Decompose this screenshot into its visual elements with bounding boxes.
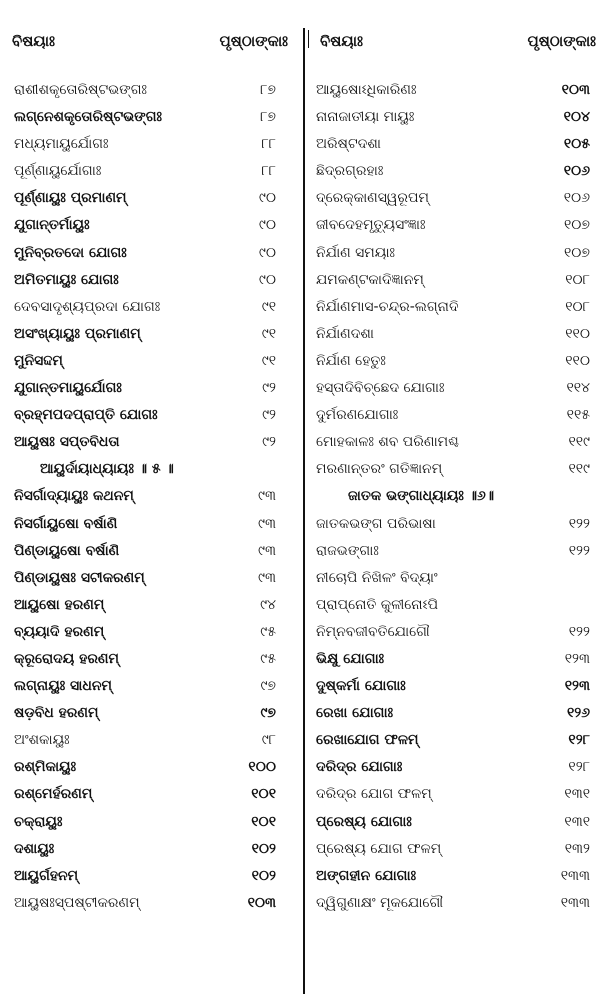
contents-row bbox=[0, 349, 300, 376]
contents-row bbox=[308, 647, 600, 674]
contents-row bbox=[308, 457, 600, 484]
topic-label: ଜୀବଦେହମୃତ୍ୟୁସଂଜ୍ଞାଃ bbox=[316, 217, 426, 234]
topic-label: ଅମିତମାୟୁଃ ଯୋଗଃ bbox=[14, 271, 119, 288]
page-number: ୧୧୯ bbox=[568, 461, 590, 478]
contents-row bbox=[308, 403, 600, 430]
topic-label: ଦଶାୟୁଃ bbox=[14, 840, 55, 857]
contents-row bbox=[308, 186, 600, 213]
topic-label: ନିମ୍ନବଜୀବତିଯୋଗୌ bbox=[316, 623, 430, 640]
topic-label: ଦରିଦ୍ର ଯୋଗ ଫଳମ୍ bbox=[316, 786, 432, 803]
topic-label: ରଶ୍ମେର୍ହରଣମ୍ bbox=[14, 786, 93, 803]
page-number: ୯୧ bbox=[261, 325, 276, 342]
page-number: ୧୦୮ bbox=[565, 298, 590, 315]
contents-row bbox=[0, 322, 300, 349]
topic-label: ଦ୍ୱିଗୁଣାକ୍ଷଂ ମୂକଯୋଗୌ bbox=[316, 894, 444, 911]
topic-label: ଯମକଣ୍ଟକାଦିଜ୍ଞାନମ୍ bbox=[316, 271, 424, 288]
topic-label: ନାନାଜାତୀୟା ମାୟୁଃ bbox=[316, 109, 415, 126]
topic-label: ଦରିଦ୍ର ଯୋଗାଃ bbox=[316, 759, 403, 776]
contents-row bbox=[0, 105, 300, 132]
right-column-header bbox=[308, 28, 600, 54]
contents-row bbox=[308, 241, 600, 268]
topic-label: ପ୍ରେଷ୍ୟ ଯୋଗାଃ bbox=[316, 813, 412, 830]
page-number: ୮୭ bbox=[260, 82, 276, 98]
page-number: ୯୧ bbox=[261, 352, 276, 369]
page-number: ୧୦୮ bbox=[565, 271, 590, 288]
page-number: ୯୩ bbox=[258, 569, 276, 586]
topic-label: ପୂର୍ଣ୍ଣାୟୁର୍ଯୋଗାଃ bbox=[14, 163, 102, 180]
contents-row bbox=[308, 430, 600, 457]
contents-row bbox=[0, 593, 300, 620]
right-header-title: ବିଷୟାଃ bbox=[320, 32, 363, 50]
page-number: ୧୦୧ bbox=[251, 813, 276, 830]
topic-label: ଲଗ୍ନାୟୁଃ ସାଧନମ୍ bbox=[14, 678, 112, 695]
page-number: ୧୦୨ bbox=[251, 867, 276, 884]
section-title: ଜାତକ ଭଙ୍ଗାଧ୍ୟାୟଃ ॥୬॥ bbox=[348, 488, 495, 505]
page-number: ୯୭ bbox=[260, 705, 276, 722]
topic-label: ଆୟୁଷଃସ୍ପଷ୍ଟୀକରଣମ୍ bbox=[14, 894, 140, 911]
topic-label: ଷଡ଼ବିଧ ହରଣମ୍ bbox=[14, 705, 99, 722]
contents-row bbox=[308, 539, 600, 566]
page-number: ୧୦୫ bbox=[563, 136, 590, 153]
page-number: ୯୩ bbox=[258, 542, 276, 559]
page-number: ୧୨୨ bbox=[568, 515, 590, 532]
contents-row bbox=[308, 213, 600, 240]
page-number: ୮୭ bbox=[260, 109, 276, 126]
right-header-page-label: ପୃଷ୍ଠାଙ୍କାଃ bbox=[527, 32, 596, 50]
contents-row bbox=[0, 132, 300, 159]
page-number: ୯୩ bbox=[258, 515, 276, 532]
contents-row bbox=[308, 728, 600, 755]
page-number: ୧୨୨ bbox=[568, 542, 590, 559]
contents-row bbox=[308, 512, 600, 539]
contents-row bbox=[0, 295, 300, 322]
page-number: ୯୦ bbox=[258, 244, 276, 261]
page-number: ୧୨୩ bbox=[564, 650, 590, 667]
section-title: ଆୟୁର୍ଦାୟାଧ୍ୟାୟଃ ॥ ୫ ॥ bbox=[40, 461, 174, 478]
topic-label: ମଧ୍ୟମାୟୁର୍ଯୋଗଃ bbox=[14, 136, 109, 153]
topic-label: ମରଣାନ୍ତରଂ ଗତିଜ୍ଞାନମ୍ bbox=[316, 461, 443, 478]
topic-label: ନିସର୍ଗାଦ୍ୟାୟୁଃ କଥନମ୍ bbox=[14, 488, 134, 505]
contents-row bbox=[0, 566, 300, 593]
contents-row bbox=[0, 78, 300, 105]
page-number: ୧୦୨ bbox=[251, 840, 276, 857]
page-number: ୧୧୦ bbox=[565, 352, 590, 369]
contents-row bbox=[308, 891, 600, 918]
page-number: ୧୨୮ bbox=[568, 759, 590, 776]
page-number: ୧୦୭ bbox=[564, 244, 590, 261]
topic-label: ଦୁଷ୍କର୍ମା ଯୋଗାଃ bbox=[316, 678, 406, 695]
page-number: ୯୧ bbox=[261, 298, 276, 315]
page-number: ୧୦୭ bbox=[564, 217, 590, 234]
page-number: ୧୦୪ bbox=[563, 109, 590, 126]
page-number: ୧୩୧ bbox=[564, 813, 590, 830]
topic-label: ପୂର୍ଣ୍ଣାୟୁଃ ପ୍ରମାଣମ୍ bbox=[14, 190, 127, 207]
topic-label: ଅରିଷ୍ଟଦଶା bbox=[316, 136, 381, 153]
page-number: ୯୨ bbox=[262, 434, 276, 451]
contents-row bbox=[0, 620, 300, 647]
contents-row bbox=[308, 566, 600, 593]
page-number: ୯୦ bbox=[258, 190, 276, 207]
contents-row bbox=[0, 241, 300, 268]
topic-label: ଦେବସାଦୃଶ୍ୟପ୍ରଦା ଯୋଗଃ bbox=[14, 298, 161, 315]
contents-row bbox=[0, 728, 300, 755]
contents-row bbox=[308, 295, 600, 322]
page-number: ୯୭ bbox=[260, 678, 276, 695]
topic-label: ପ୍ରେଷ୍ୟ ଯୋଗ ଫଳମ୍ bbox=[316, 840, 442, 857]
contents-row bbox=[0, 891, 300, 918]
page-number: ୯୦ bbox=[258, 271, 276, 288]
contents-row bbox=[308, 755, 600, 782]
page-number: ୧୦୧ bbox=[251, 786, 276, 803]
contents-row bbox=[0, 864, 300, 891]
topic-label: ନିର୍ଯାଣଦଶା bbox=[316, 325, 374, 342]
topic-label: ନିସର୍ଗାୟୁଷୋ ବର୍ଷାଣି bbox=[14, 515, 118, 532]
right-contents-list bbox=[308, 78, 600, 918]
page-number: ୧୧୯ bbox=[568, 434, 590, 451]
topic-label: ପିଣ୍ଡାୟୁଷୋ ବର୍ଷାଣି bbox=[14, 542, 120, 559]
left-header-title: ବିଷୟାଃ bbox=[12, 32, 55, 50]
page-number: ୯୨ bbox=[262, 380, 276, 397]
contents-row bbox=[0, 268, 300, 295]
contents-row bbox=[0, 512, 300, 539]
page-number: ୧୩୧ bbox=[564, 786, 590, 803]
page-number: ୧୧୫ bbox=[566, 407, 590, 424]
page-number: ୯୨ bbox=[262, 407, 276, 424]
topic-label: ଆୟୁଷଃ ସପ୍ତବିଧତା bbox=[14, 434, 120, 451]
page-number: ୧୩୩ bbox=[560, 867, 590, 884]
contents-row bbox=[0, 186, 300, 213]
page-number: ୯୦ bbox=[258, 217, 276, 234]
left-header-page-label: ପୃଷ୍ଠାଙ୍କାଃ bbox=[219, 32, 288, 50]
contents-row bbox=[0, 782, 300, 809]
contents-row bbox=[308, 349, 600, 376]
topic-label: ନୀଚୋପି ନିଖିଳଂ ବିଦ୍ୟାଂ bbox=[316, 569, 438, 586]
topic-label: ଅଂଶକାୟୁଃ bbox=[14, 732, 70, 749]
page-number: ୯୫ bbox=[260, 623, 276, 640]
contents-row bbox=[308, 105, 600, 132]
topic-label: ଦ୍ରେକ୍କାଣସ୍ୱରୂପମ୍ bbox=[316, 190, 429, 207]
page-number: ୧୧୪ bbox=[566, 380, 590, 397]
contents-row bbox=[0, 810, 300, 837]
contents-row bbox=[308, 674, 600, 701]
page-number: ୧୦୩ bbox=[247, 894, 276, 911]
topic-label: ମୁନିବ୍ରତଦୋ ଯୋଗଃ bbox=[14, 244, 127, 261]
page-number: ୯୫ bbox=[260, 650, 276, 667]
topic-label: ପ୍ରାପ୍ନୋତି କୁଳୀନୋଽପି bbox=[316, 596, 439, 613]
contents-row bbox=[308, 322, 600, 349]
topic-label: ବ୍ରହ୍ମପଦପ୍ରାପ୍ତି ଯୋଗଃ bbox=[14, 407, 158, 424]
page-number: ୯୩ bbox=[258, 488, 276, 505]
contents-row bbox=[0, 376, 300, 403]
contents-row bbox=[308, 837, 600, 864]
page-number: ୮୮ bbox=[261, 136, 276, 153]
topic-label: ନିର୍ଯାଣ ହେତୁଃ bbox=[316, 352, 386, 369]
topic-label: ଯୁଗାନ୍ତର୍ମାୟୁଃ bbox=[14, 217, 90, 234]
topic-label: ଅଙ୍ଗହୀନ ଯୋଗାଃ bbox=[316, 867, 417, 884]
topic-label: ରାଜଭଙ୍ଗାଃ bbox=[316, 542, 379, 559]
contents-row bbox=[0, 159, 300, 186]
contents-row bbox=[308, 864, 600, 891]
topic-label: ନିର୍ଯାଣମାସ-ଚନ୍ଦ୍ର-ଲଗ୍ନାଦି bbox=[316, 298, 459, 315]
contents-row bbox=[0, 403, 300, 430]
contents-row bbox=[0, 674, 300, 701]
topic-label: ରେଖାଯୋଗ ଫଳମ୍ bbox=[316, 732, 419, 749]
topic-label: ମୁନିସଦ୍ଦମ୍ bbox=[14, 352, 63, 369]
page-number: ୯୮ bbox=[261, 732, 276, 749]
contents-row bbox=[308, 159, 600, 186]
contents-row bbox=[308, 593, 600, 620]
topic-label: ଆୟୁଷୋଽଧିକାରିଣଃ bbox=[316, 82, 417, 98]
contents-row bbox=[0, 430, 300, 457]
topic-label: ଭିକ୍ଷୁ ଯୋଗାଃ bbox=[316, 650, 385, 667]
topic-label: ହସ୍ତାଦିବିଚ୍ଛେଦ ଯୋଗାଃ bbox=[316, 380, 445, 397]
topic-label: ଜାତକଭଙ୍ଗ ପରିଭାଷା bbox=[316, 515, 436, 532]
topic-label: ମୋହକାଳଃ ଶବ ପରିଣାମଶ୍ଚ bbox=[316, 434, 460, 451]
topic-label: ରାଶୀଶକୃତୋରିଷ୍ଟଭଙ୍ଗଃ bbox=[14, 82, 147, 98]
contents-row bbox=[0, 484, 300, 511]
topic-label: ଛିଦ୍ରଗ୍ରହାଃ bbox=[316, 163, 384, 180]
contents-row bbox=[308, 701, 600, 728]
contents-row bbox=[308, 78, 600, 105]
column-divider bbox=[303, 28, 305, 994]
topic-label: ଲଗ୍ନେଶକୃତୋରିଷ୍ଟଭଙ୍ଗଃ bbox=[14, 109, 162, 126]
page-number: ୮୮ bbox=[261, 163, 276, 180]
contents-row bbox=[0, 755, 300, 782]
topic-label: ରଶ୍ମିକାୟୁଃ bbox=[14, 759, 77, 776]
contents-row bbox=[308, 810, 600, 837]
page-number: ୧୦୬ bbox=[563, 190, 590, 207]
topic-label: କ୍ରୂରୋଦୟ ହରଣମ୍ bbox=[14, 650, 119, 667]
topic-label: ଯୁଗାନ୍ତମାୟୁର୍ଯୋଗଃ bbox=[14, 380, 122, 397]
contents-row bbox=[308, 782, 600, 809]
contents-row bbox=[308, 132, 600, 159]
contents-row bbox=[308, 376, 600, 403]
contents-row bbox=[0, 837, 300, 864]
topic-label: ପିଣ୍ଡାୟୁଷଃ ସଟୀକରଣମ୍ bbox=[14, 569, 145, 586]
contents-row bbox=[308, 620, 600, 647]
page-number: ୧୧୦ bbox=[565, 325, 590, 342]
page-number: ୧୨୬ bbox=[566, 705, 590, 722]
section-heading bbox=[0, 457, 300, 484]
topic-label: ରେଖା ଯୋଗାଃ bbox=[316, 705, 394, 722]
page-number: ୧୨୮ bbox=[568, 732, 590, 749]
topic-label: ଦୁର୍ମରଣଯୋଗାଃ bbox=[316, 407, 399, 424]
topic-label: ଅସଂଖ୍ୟାୟୁଃ ପ୍ରମାଣମ୍ bbox=[14, 325, 141, 342]
contents-row bbox=[0, 213, 300, 240]
page-number: ୧୦୬ bbox=[563, 163, 590, 180]
contents-row bbox=[0, 647, 300, 674]
left-column-header bbox=[0, 28, 300, 54]
contents-row bbox=[0, 701, 300, 728]
page-number: ୧୨୨ bbox=[568, 623, 590, 640]
topic-label: ବ୍ୟୟାଦି ହରଣମ୍ bbox=[14, 623, 105, 640]
section-heading bbox=[308, 484, 600, 511]
topic-label: ଆୟୁର୍ଗହନମ୍ bbox=[14, 867, 79, 884]
topic-label: ଚକ୍ରାୟୁଃ bbox=[14, 813, 63, 830]
page-number: ୯୪ bbox=[260, 596, 276, 613]
contents-row bbox=[0, 539, 300, 566]
contents-row bbox=[308, 268, 600, 295]
page-number: ୧୨୩ bbox=[564, 678, 590, 695]
topic-label: ଆୟୁଷୋ ହରଣମ୍ bbox=[14, 596, 105, 613]
page-number: ୧୦୦ bbox=[248, 759, 276, 776]
topic-label: ନିର୍ଯାଣ ସମୟାଃ bbox=[316, 244, 395, 261]
left-contents-list bbox=[0, 78, 300, 918]
page-number: ୧୦୩ bbox=[561, 82, 590, 98]
page-number: ୧୩୨ bbox=[564, 840, 590, 857]
page-number: ୧୩୩ bbox=[560, 894, 590, 911]
